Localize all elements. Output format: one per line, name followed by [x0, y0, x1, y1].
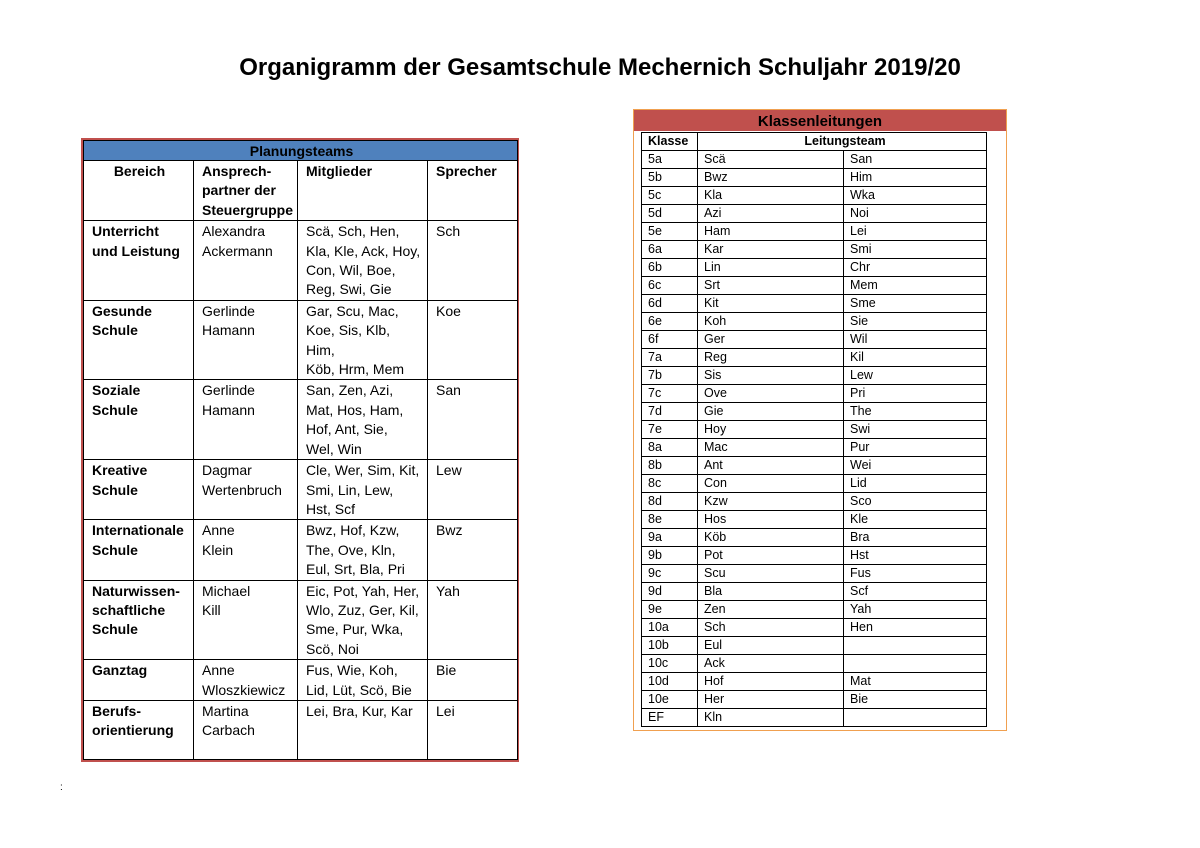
cell-leitung-2 — [844, 709, 987, 727]
cell-leitung-2: Sme — [844, 295, 987, 313]
cell-leitung-1: Sis — [698, 367, 844, 385]
cell-leitung-1: Scä — [698, 151, 844, 169]
table-row — [642, 205, 987, 223]
table-row — [642, 529, 987, 547]
cell-klasse: 9d — [642, 583, 698, 601]
cell-klasse: 10e — [642, 691, 698, 709]
cell-leitung-2: Bie — [844, 691, 987, 709]
cell-leitung-2: Wei — [844, 457, 987, 475]
cell-klasse: 6f — [642, 331, 698, 349]
cell-ansprech: Michael Kill — [194, 580, 298, 660]
cell-leitung-1: Scu — [698, 565, 844, 583]
cell-sprecher: Yah — [428, 580, 518, 660]
cell-leitung-2: Lew — [844, 367, 987, 385]
table-row — [642, 223, 987, 241]
cell-ansprech: Anne Wloszkiewicz — [194, 660, 298, 701]
cell-leitung-1: Hos — [698, 511, 844, 529]
table-row — [642, 547, 987, 565]
cell-leitung-2: San — [844, 151, 987, 169]
cell-klasse: 10d — [642, 673, 698, 691]
cell-leitung-1: Kla — [698, 187, 844, 205]
cell-klasse: 10b — [642, 637, 698, 655]
cell-leitung-2: Fus — [844, 565, 987, 583]
cell-sprecher: San — [428, 380, 518, 460]
planungsteams-table — [81, 138, 519, 762]
cell-bereich: Naturwissen- schaftliche Schule — [84, 580, 194, 660]
table-row — [642, 691, 987, 709]
cell-leitung-2: Bra — [844, 529, 987, 547]
cell-klasse: 7c — [642, 385, 698, 403]
table-row — [84, 660, 518, 701]
cell-leitung-2: Chr — [844, 259, 987, 277]
cell-leitung-1: Koh — [698, 313, 844, 331]
table-row — [84, 580, 518, 660]
table-row — [84, 700, 518, 759]
cell-mitglieder: San, Zen, Azi, Mat, Hos, Ham, Hof, Ant, Sie, Wel, Win — [298, 380, 428, 460]
cell-ansprech: Dagmar Wertenbruch — [194, 460, 298, 520]
cell-leitung-2: Sco — [844, 493, 987, 511]
table-row — [642, 349, 987, 367]
cell-leitung-1: Pot — [698, 547, 844, 565]
cell-leitung-1: Hof — [698, 673, 844, 691]
cell-leitung-2: The — [844, 403, 987, 421]
cell-klasse: 8b — [642, 457, 698, 475]
cell-leitung-1: Bwz — [698, 169, 844, 187]
cell-leitung-1: Lin — [698, 259, 844, 277]
cell-leitung-1: Kzw — [698, 493, 844, 511]
table-row — [642, 637, 987, 655]
table-row — [642, 709, 987, 727]
table-row — [642, 619, 987, 637]
cell-klasse: 9b — [642, 547, 698, 565]
table-row — [642, 583, 987, 601]
cell-klasse: 6b — [642, 259, 698, 277]
column-klasse: Klasse — [642, 133, 698, 151]
cell-klasse: 7b — [642, 367, 698, 385]
cell-klasse: 6e — [642, 313, 698, 331]
column-header: Ansprech- partner der Steuergruppe — [194, 161, 298, 221]
cell-mitglieder: Lei, Bra, Kur, Kar — [298, 700, 428, 759]
cell-klasse: 6d — [642, 295, 698, 313]
table-row — [642, 673, 987, 691]
table-row — [642, 475, 987, 493]
cell-leitung-2: Kil — [844, 349, 987, 367]
cell-sprecher: Bwz — [428, 520, 518, 580]
cell-leitung-1: Ger — [698, 331, 844, 349]
table-row — [642, 493, 987, 511]
table-row — [84, 221, 518, 301]
table-row — [642, 241, 987, 259]
cell-sprecher: Koe — [428, 300, 518, 380]
table-row — [84, 520, 518, 580]
cell-leitung-1: Ack — [698, 655, 844, 673]
cell-leitung-1: Zen — [698, 601, 844, 619]
cell-sprecher: Bie — [428, 660, 518, 701]
table-row — [642, 511, 987, 529]
table-row — [642, 331, 987, 349]
table-row — [642, 439, 987, 457]
cell-klasse: 5a — [642, 151, 698, 169]
cell-klasse: 9c — [642, 565, 698, 583]
cell-leitung-1: Azi — [698, 205, 844, 223]
cell-leitung-2 — [844, 637, 987, 655]
cell-leitung-1: Ant — [698, 457, 844, 475]
cell-klasse: 7d — [642, 403, 698, 421]
table-row — [642, 655, 987, 673]
cell-klasse: 5e — [642, 223, 698, 241]
cell-leitung-2: Wka — [844, 187, 987, 205]
table-row — [84, 380, 518, 460]
klassenleitungen-header: Klassenleitungen — [634, 110, 1006, 131]
table-row — [642, 277, 987, 295]
cell-mitglieder: Scä, Sch, Hen, Kla, Kle, Ack, Hoy, Con, Wil, Boe, Reg, Swi, Gie — [298, 221, 428, 301]
cell-ansprech: Martina Carbach — [194, 700, 298, 759]
table-row — [642, 403, 987, 421]
cell-leitung-2: Smi — [844, 241, 987, 259]
table-row — [642, 385, 987, 403]
cell-leitung-1: Sch — [698, 619, 844, 637]
cell-ansprech: Anne Klein — [194, 520, 298, 580]
column-leitungsteam: Leitungsteam — [698, 133, 987, 151]
cell-leitung-2: Scf — [844, 583, 987, 601]
cell-bereich: Gesunde Schule — [84, 300, 194, 380]
cell-klasse: 8e — [642, 511, 698, 529]
cell-ansprech: Alexandra Ackermann — [194, 221, 298, 301]
cell-leitung-1: Eul — [698, 637, 844, 655]
cell-leitung-1: Köb — [698, 529, 844, 547]
cell-klasse: 8d — [642, 493, 698, 511]
table-row — [642, 259, 987, 277]
cell-leitung-2: Lid — [844, 475, 987, 493]
cell-leitung-2: Wil — [844, 331, 987, 349]
cell-klasse: 6a — [642, 241, 698, 259]
cell-mitglieder: Bwz, Hof, Kzw, The, Ove, Kln, Eul, Srt, Bla, Pri — [298, 520, 428, 580]
cell-sprecher: Lew — [428, 460, 518, 520]
cell-bereich: Ganztag — [84, 660, 194, 701]
cell-leitung-1: Her — [698, 691, 844, 709]
cell-klasse: 7e — [642, 421, 698, 439]
cell-sprecher: Lei — [428, 700, 518, 759]
cell-ansprech: Gerlinde Hamann — [194, 380, 298, 460]
cell-bereich: Kreative Schule — [84, 460, 194, 520]
cell-leitung-2: Sie — [844, 313, 987, 331]
cell-leitung-1: Gie — [698, 403, 844, 421]
cell-bereich: Soziale Schule — [84, 380, 194, 460]
cell-leitung-2 — [844, 655, 987, 673]
cell-leitung-2: Yah — [844, 601, 987, 619]
cell-leitung-2: Hst — [844, 547, 987, 565]
cell-mitglieder: Cle, Wer, Sim, Kit, Smi, Lin, Lew, Hst, Scf — [298, 460, 428, 520]
table-row — [84, 460, 518, 520]
column-header: Sprecher — [428, 161, 518, 221]
table-row — [642, 295, 987, 313]
cell-leitung-1: Srt — [698, 277, 844, 295]
cell-mitglieder: Fus, Wie, Koh, Lid, Lüt, Scö, Bie — [298, 660, 428, 701]
table-row — [642, 169, 987, 187]
cell-klasse: 8c — [642, 475, 698, 493]
cell-leitung-1: Kar — [698, 241, 844, 259]
cell-leitung-2: Pri — [844, 385, 987, 403]
cell-leitung-2: Him — [844, 169, 987, 187]
table-row — [642, 367, 987, 385]
cell-klasse: 7a — [642, 349, 698, 367]
table-row — [642, 313, 987, 331]
table-row — [642, 151, 987, 169]
table-row — [642, 187, 987, 205]
cell-leitung-1: Ham — [698, 223, 844, 241]
cell-klasse: 10c — [642, 655, 698, 673]
cell-klasse: 5d — [642, 205, 698, 223]
cell-klasse: 5b — [642, 169, 698, 187]
column-header: Mitglieder — [298, 161, 428, 221]
cell-leitung-1: Kit — [698, 295, 844, 313]
cell-klasse: 10a — [642, 619, 698, 637]
cell-mitglieder: Eic, Pot, Yah, Her, Wlo, Zuz, Ger, Kil, Sme, Pur, Wka, Scö, Noi — [298, 580, 428, 660]
cell-leitung-2: Kle — [844, 511, 987, 529]
page-title: Organigramm der Gesamtschule Mechernich Schuljahr 2019/20 — [239, 54, 961, 81]
cell-bereich: Berufs- orientierung — [84, 700, 194, 759]
cell-leitung-1: Hoy — [698, 421, 844, 439]
klassenleitungen-table — [633, 109, 1007, 731]
cell-leitung-1: Reg — [698, 349, 844, 367]
table-row — [642, 421, 987, 439]
cell-klasse: 9a — [642, 529, 698, 547]
cell-ansprech: Gerlinde Hamann — [194, 300, 298, 380]
cell-leitung-2: Pur — [844, 439, 987, 457]
page-marker: : — [60, 782, 63, 793]
planungsteams-header: Planungsteams — [84, 141, 518, 161]
table-row — [642, 601, 987, 619]
cell-leitung-2: Swi — [844, 421, 987, 439]
column-header: Bereich — [84, 161, 194, 221]
cell-leitung-1: Mac — [698, 439, 844, 457]
cell-klasse: 5c — [642, 187, 698, 205]
cell-leitung-2: Lei — [844, 223, 987, 241]
cell-leitung-1: Kln — [698, 709, 844, 727]
cell-klasse: 6c — [642, 277, 698, 295]
cell-bereich: Unterricht und Leistung — [84, 221, 194, 301]
table-row — [642, 457, 987, 475]
cell-mitglieder: Gar, Scu, Mac, Koe, Sis, Klb, Him, Köb, Hrm, Mem — [298, 300, 428, 380]
cell-leitung-2: Noi — [844, 205, 987, 223]
cell-klasse: EF — [642, 709, 698, 727]
table-row — [84, 300, 518, 380]
cell-sprecher: Sch — [428, 221, 518, 301]
cell-leitung-1: Ove — [698, 385, 844, 403]
cell-klasse: 9e — [642, 601, 698, 619]
cell-leitung-2: Hen — [844, 619, 987, 637]
cell-klasse: 8a — [642, 439, 698, 457]
cell-leitung-2: Mat — [844, 673, 987, 691]
cell-leitung-2: Mem — [844, 277, 987, 295]
cell-bereich: Internationale Schule — [84, 520, 194, 580]
cell-leitung-1: Con — [698, 475, 844, 493]
table-row — [642, 565, 987, 583]
cell-leitung-1: Bla — [698, 583, 844, 601]
